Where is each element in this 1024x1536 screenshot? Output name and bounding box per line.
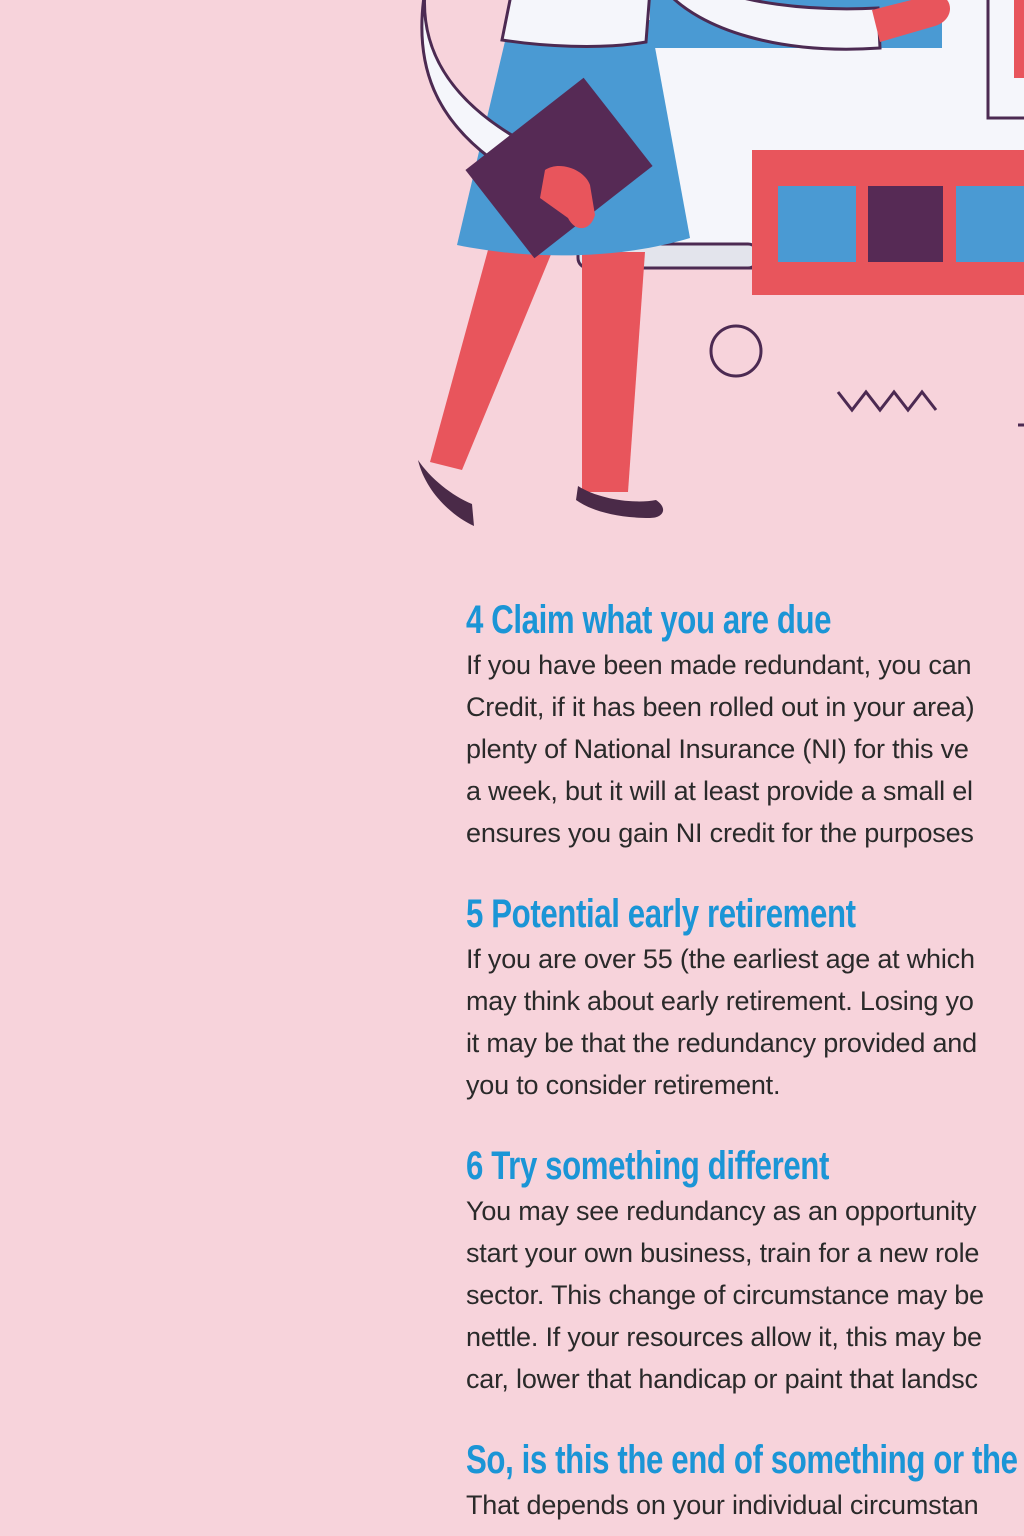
left-shoe xyxy=(418,460,474,526)
section-body xyxy=(466,1190,1024,1400)
section-try-different xyxy=(466,1142,1024,1400)
section-heading: So, is this the end of something or the xyxy=(466,1438,1018,1482)
body-line: you to consider retirement. xyxy=(466,1070,781,1100)
section-end-or-beginning xyxy=(466,1436,1024,1526)
body-line: You may see redundancy as an opportunity xyxy=(466,1196,977,1226)
board-red-tab xyxy=(1014,0,1024,78)
section-body xyxy=(466,938,1024,1106)
body-line: nettle. If your resources allow it, this may be xyxy=(466,1322,982,1352)
section-heading: 6 Try something different xyxy=(466,1144,829,1188)
body-line: sector. This change of circumstance may be xyxy=(466,1280,984,1310)
body-line: plenty of National Insurance (NI) for this ve xyxy=(466,734,969,764)
body-line: If you have been made redundant, you can xyxy=(466,650,972,680)
torso xyxy=(502,0,650,46)
left-leg xyxy=(430,250,552,470)
section-body xyxy=(466,1484,1024,1526)
right-leg xyxy=(582,252,645,492)
section-heading: 5 Potential early retirement xyxy=(466,892,856,936)
blue-tile-2 xyxy=(956,186,1024,262)
body-line: If you are over 55 (the earliest age at which xyxy=(466,944,975,974)
illustration xyxy=(0,0,1024,560)
section-early-retirement xyxy=(466,890,1024,1106)
blue-tile xyxy=(778,186,856,262)
body-line: car, lower that handicap or paint that landsc xyxy=(466,1364,978,1394)
section-heading: 4 Claim what you are due xyxy=(466,598,832,642)
decor-zigzag xyxy=(838,392,936,410)
body-line: ensures you gain NI credit for the purposes xyxy=(466,818,974,848)
body-line: That depends on your individual circumstan xyxy=(466,1490,979,1520)
body-line: may think about early retirement. Losing yo xyxy=(466,986,974,1016)
section-claim xyxy=(466,596,1024,854)
purple-tile xyxy=(868,186,943,262)
body-line: Credit, if it has been rolled out in your area) xyxy=(466,692,975,722)
body-line: a week, but it will at least provide a small el xyxy=(466,776,973,806)
section-body xyxy=(466,644,1024,854)
body-line: start your own business, train for a new role xyxy=(466,1238,980,1268)
body-line: it may be that the redundancy provided and xyxy=(466,1028,977,1058)
decor-circle xyxy=(711,326,761,376)
